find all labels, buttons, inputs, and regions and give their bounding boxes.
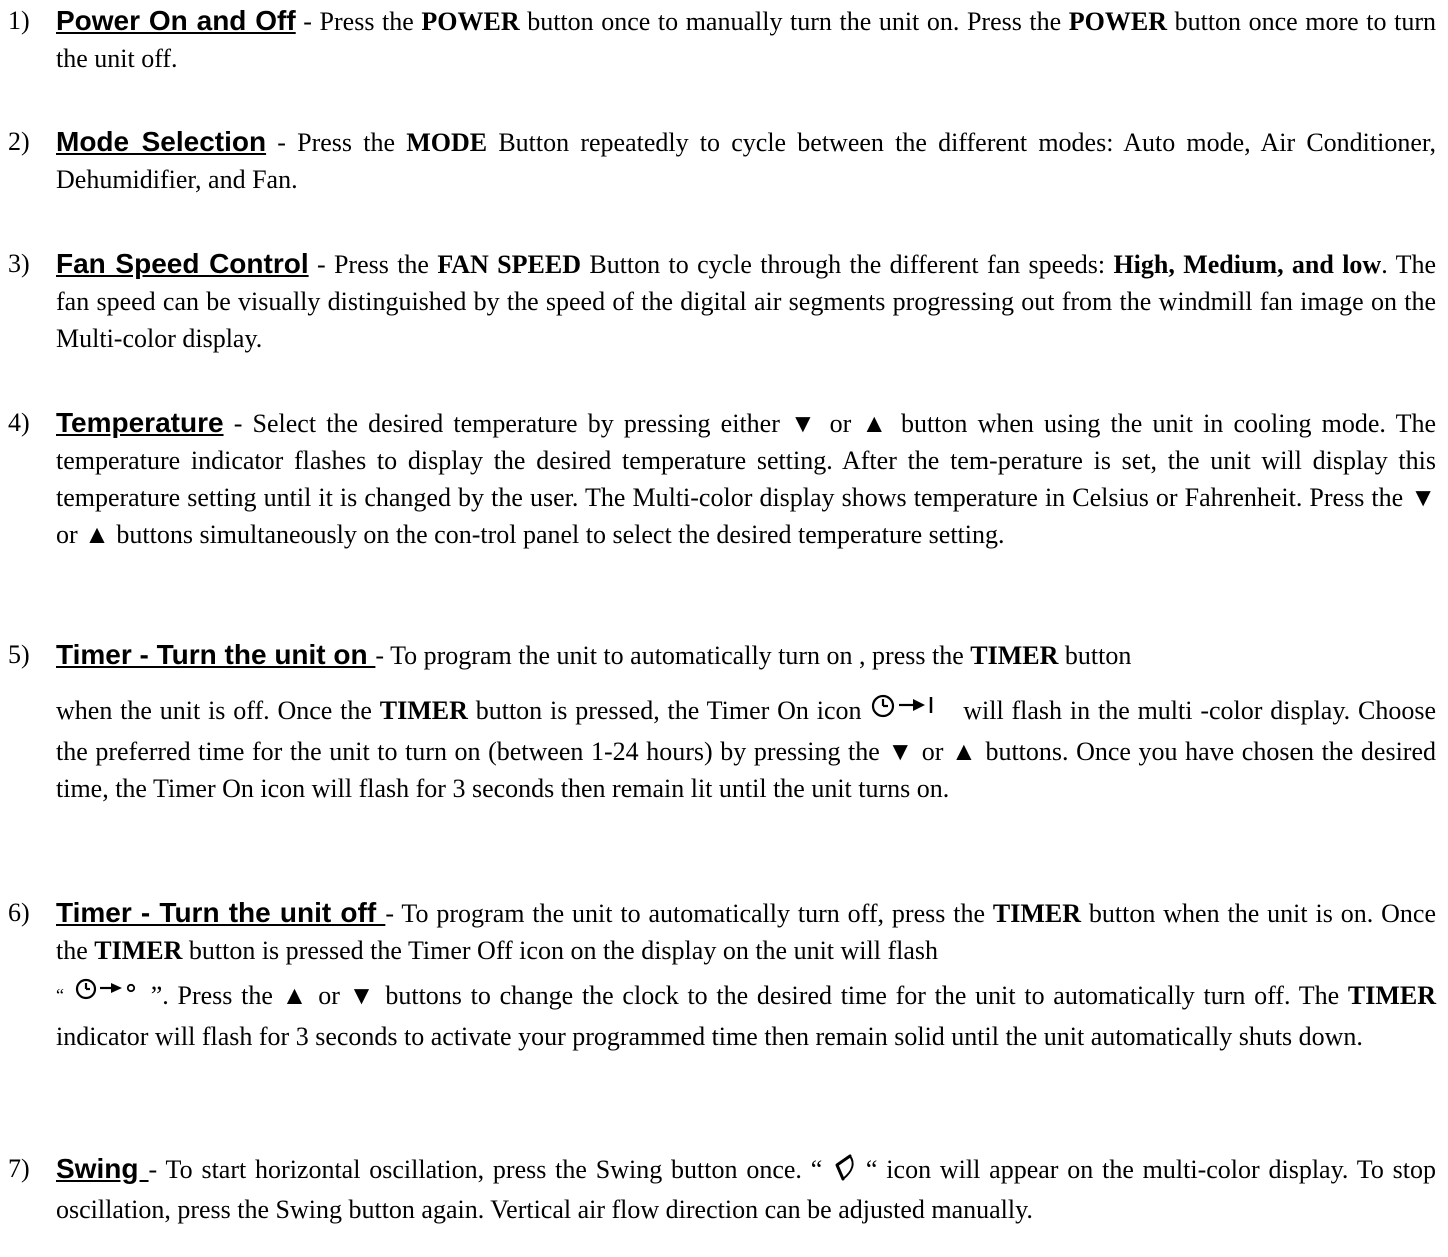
instruction-item-swing: [8, 1150, 1436, 1228]
item-text: button when the unit is on. Once the: [56, 899, 1436, 965]
item-text: - To start horizontal oscillation, press the Swing button once. “: [148, 1155, 832, 1184]
item-heading: Timer - Turn the unit on: [56, 639, 376, 670]
item-text: - Press the: [266, 128, 407, 157]
instruction-item-fan-speed: [8, 245, 1436, 357]
item-number: 1): [8, 6, 30, 35]
item-bold-text: TIMER: [379, 696, 468, 725]
swing-icon: [831, 1153, 857, 1191]
item-text: button is pressed, the Timer On icon: [467, 696, 870, 725]
item-text: - To program the unit to automatically turn off, press the: [385, 899, 993, 928]
item-text: - Select the desired temperature by pressing either ▼ or ▲ button when using the unit in cooling mode. The temperature indicator flashes to display the desired temperature setting. After the tem-perature is set, the unit will display this temperature setting until it is changed by the user. The Multi-color display shows temperature in Celsius or Fahrenheit. Press the ▼ or ▲ buttons simultaneously on the con-trol panel to select the desired temperature setting.: [56, 409, 1436, 549]
item-heading: Power On and Off: [56, 5, 296, 36]
item-bold-text: TIMER: [1347, 981, 1436, 1010]
timer-on-icon: [869, 693, 955, 733]
item-text: button is pressed the Timer Off icon on the display on the unit will flash: [182, 936, 939, 965]
item-text: . The fan speed can be visually distinguished by the speed of the digital air segments progressing out from the windmill fan image on the Multi-color display.: [56, 250, 1437, 353]
instruction-item-temperature: [8, 404, 1436, 553]
item-heading: Mode Selection: [56, 126, 267, 157]
item-number: 5): [8, 640, 30, 669]
instruction-item-timer-off: [8, 894, 1436, 1055]
item-text: Button repeatedly to cycle between the different modes: Auto mode, Air Conditioner, Dehumidifier, and Fan.: [56, 128, 1436, 194]
item-number: 6): [8, 898, 30, 927]
item-number: 4): [8, 408, 30, 437]
item-heading: Timer - Turn the unit off: [56, 897, 386, 928]
item-body: [56, 894, 1436, 1055]
item-body: [56, 245, 1436, 357]
quote-mark: ”.: [150, 981, 169, 1010]
item-bold-text: TIMER: [970, 641, 1059, 670]
item-bold-text: TIMER: [992, 899, 1082, 928]
line-spacer: [56, 969, 1436, 977]
line-spacer: [56, 674, 1436, 692]
item-bold-text: MODE: [406, 128, 488, 157]
item-body: [56, 2, 1436, 77]
instruction-item-power: [8, 2, 1436, 77]
item-number: 7): [8, 1154, 30, 1183]
item-text: - To program the unit to automatically turn on , press the: [375, 641, 971, 670]
item-heading: Fan Speed Control: [56, 248, 309, 279]
item-heading: Temperature: [56, 407, 224, 438]
item-text: - Press the: [295, 7, 422, 36]
timer-off-icon: [73, 978, 151, 1018]
item-text: when the unit is off. Once the: [56, 696, 380, 725]
item-body: [56, 123, 1436, 198]
item-body: [56, 404, 1436, 553]
instruction-item-mode: [8, 123, 1436, 198]
item-number: 3): [8, 249, 30, 278]
instruction-item-timer-on: [8, 636, 1436, 807]
item-text: indicator will flash for 3 seconds to activate your programmed time then remain solid until the unit automatically shuts down.: [56, 1022, 1363, 1052]
item-number: 2): [8, 127, 30, 156]
item-bold-text: POWER: [421, 7, 520, 36]
item-text: button once more to turn the unit off.: [56, 7, 1436, 73]
item-text: Press the ▲ or ▼ buttons to change the clock to the desired time for the unit to automatically turn off. The: [168, 981, 1348, 1010]
item-heading: Swing: [56, 1153, 149, 1184]
item-bold-text: FAN SPEED: [437, 250, 581, 279]
item-text: Button to cycle through the different fan speeds:: [581, 250, 1114, 279]
item-text: will flash in the multi -color display. Choose the preferred time for the unit to turn on (between 1-24 hours) by pressing the ▼ or ▲ buttons. Once you have chosen the desired time, the Timer On icon will flash for 3 seconds then remain lit until the unit turns on.: [56, 696, 1437, 804]
item-body: [56, 636, 1436, 807]
item-text: button once to manually turn the unit on. Press the: [519, 7, 1069, 36]
item-body: [56, 1150, 1436, 1228]
item-bold-text: TIMER: [94, 936, 183, 965]
item-bold-text: High, Medium, and low: [1113, 250, 1382, 279]
item-bold-text: POWER: [1068, 7, 1168, 36]
quote-mark: “: [56, 985, 64, 1005]
item-text: “ icon will appear on the multi-color display. To stop oscillation, press the Swing button again. Vertical air flow direction can be adjusted manually.: [56, 1155, 1436, 1225]
item-text: - Press the: [308, 250, 438, 279]
item-text: button: [1058, 641, 1132, 670]
